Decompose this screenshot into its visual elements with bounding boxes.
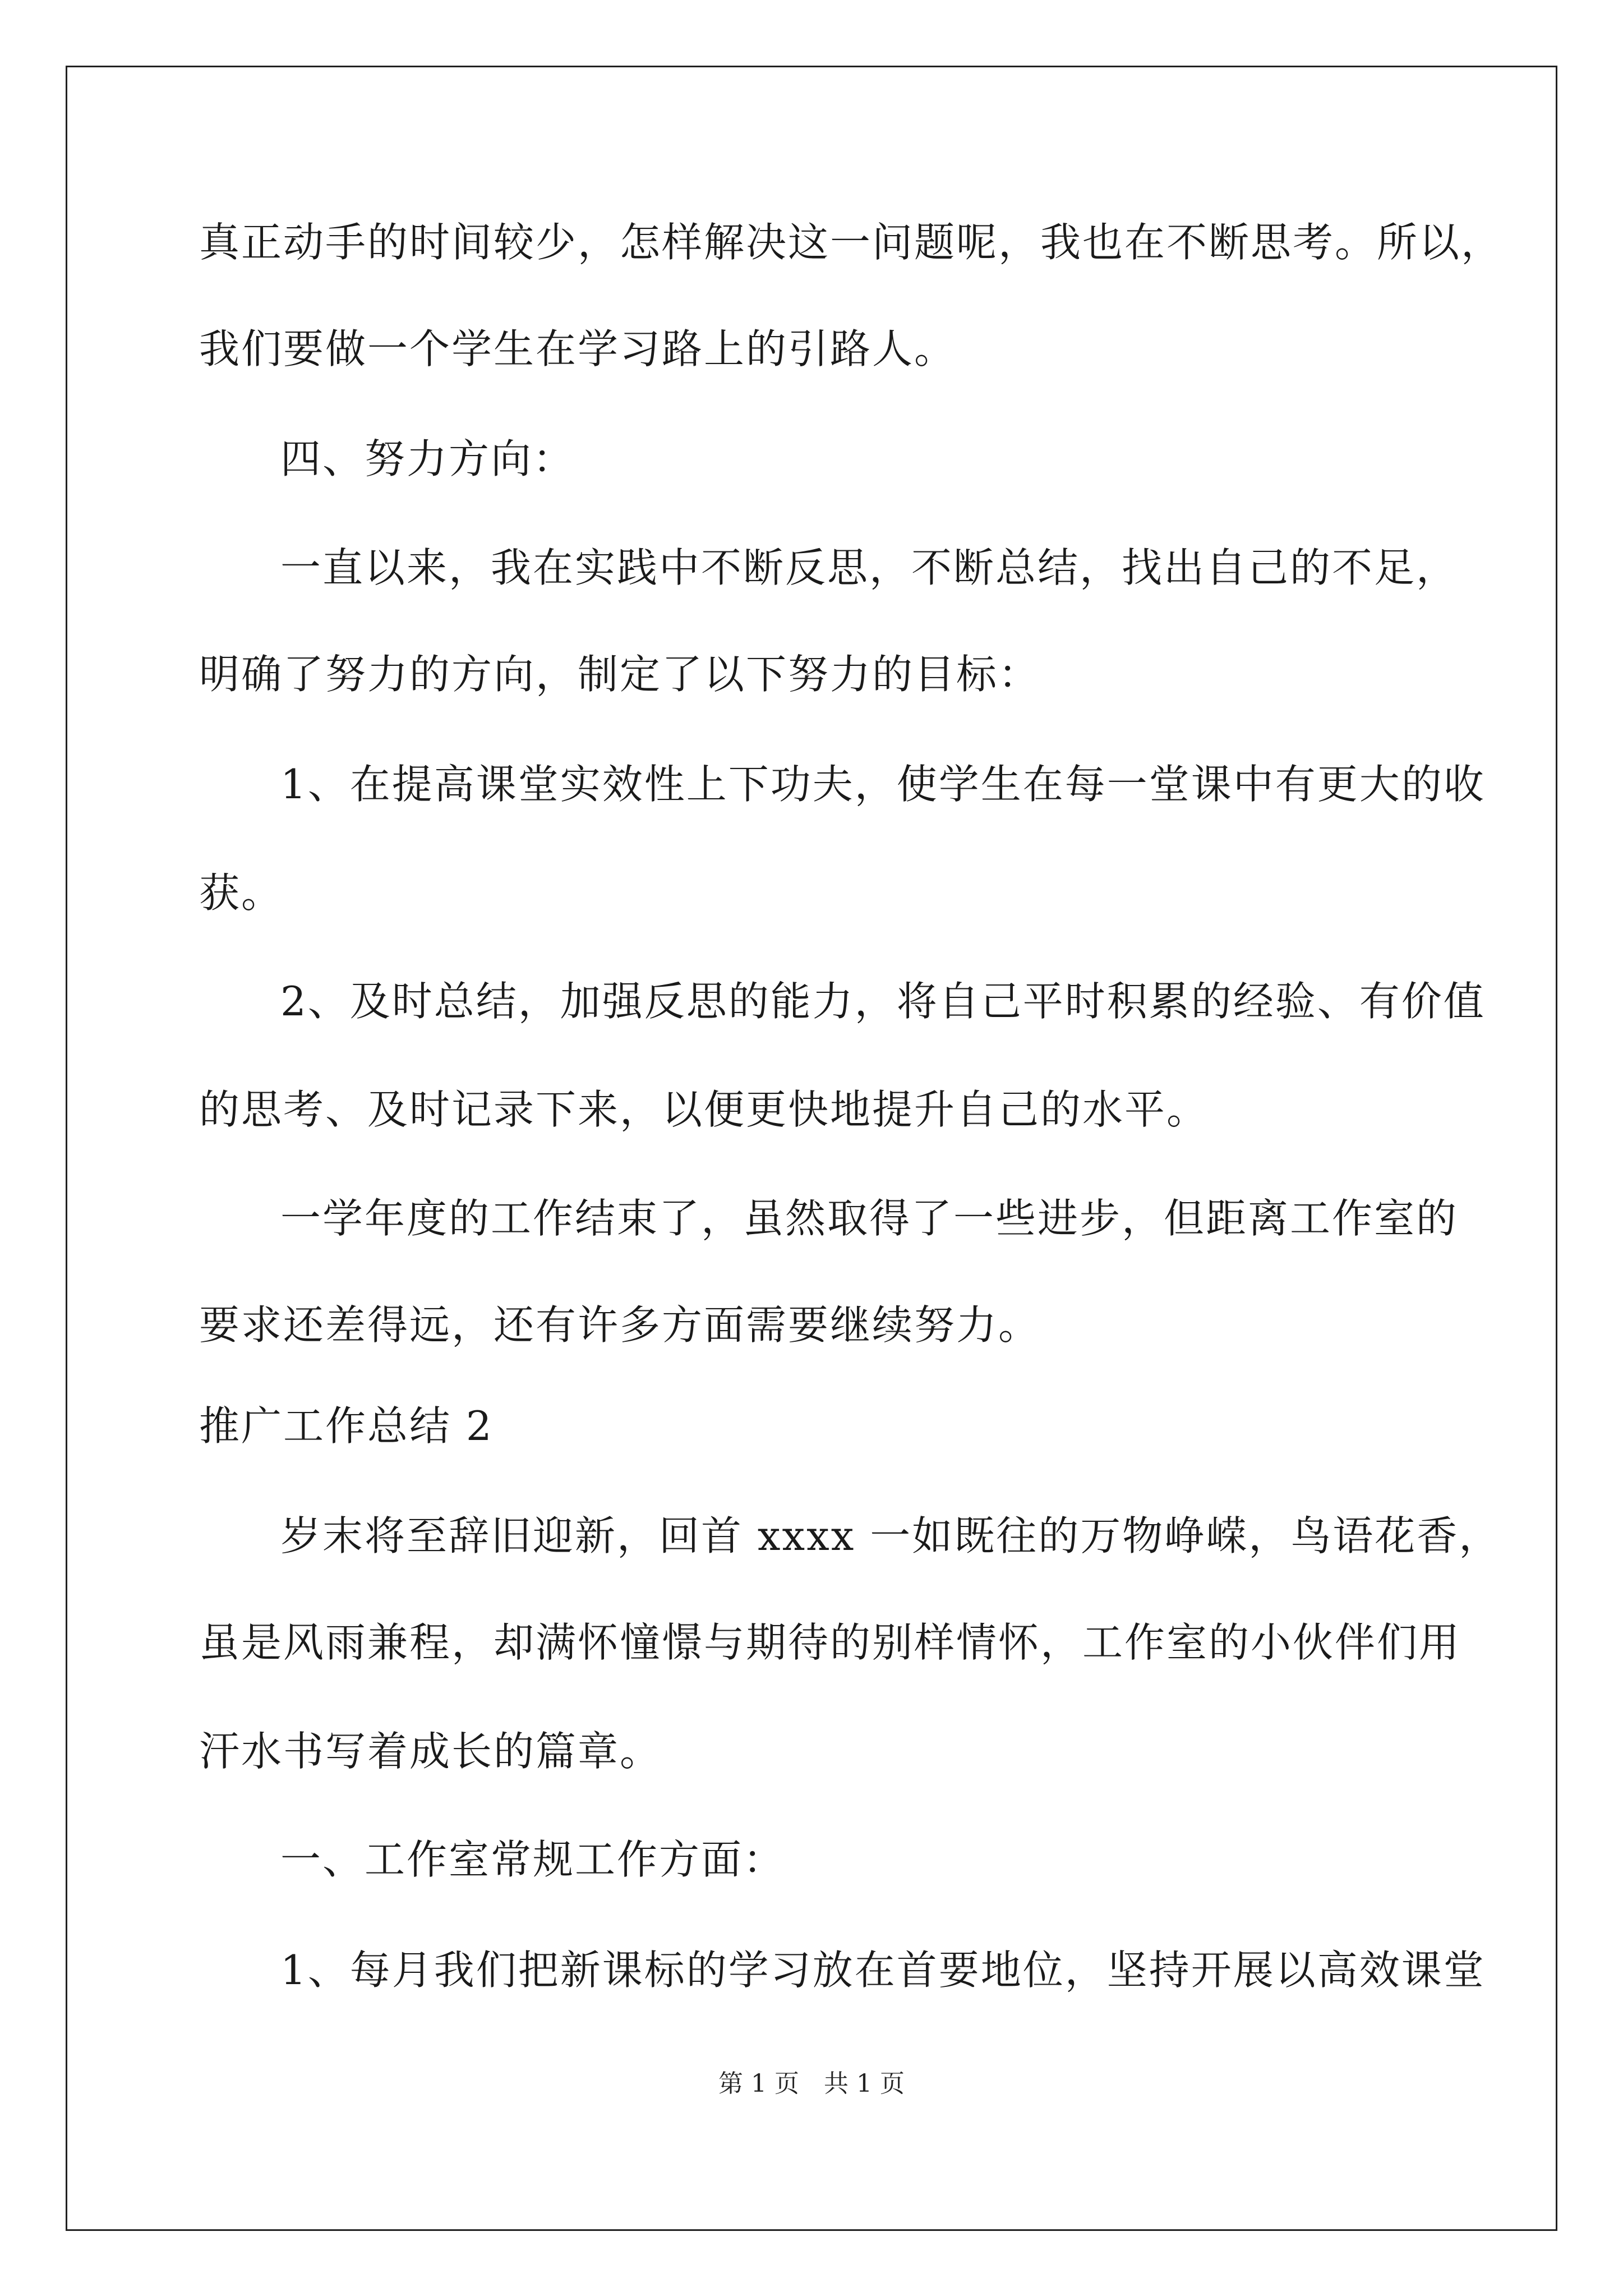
text-line: 一直以来，我在实践中不断反思，不断总结，找出自己的不足， [280,544,1459,591]
page-border [66,66,1557,2231]
text-line: 的思考、及时记录下来，以便更快地提升自己的水平。 [199,1086,1209,1133]
text-line: 虽是风雨兼程，却满怀憧憬与期待的别样情怀，工作室的小伙伴们用 [199,1619,1461,1666]
document-title: 推广工作总结 2 [199,1402,494,1450]
text-line: 2、及时总结，加强反思的能力，将自己平时积累的经验、有价值 [280,978,1486,1025]
text-line: 一学年度的工作结束了，虽然取得了一些进步，但距离工作室的 [280,1195,1459,1242]
section-heading: 一、工作室常规工作方面： [280,1836,786,1883]
text-line: 汗水书写着成长的篇章。 [199,1728,662,1775]
text-line: 要求还差得远，还有许多方面需要继续努力。 [199,1301,1041,1349]
text-line: 1、在提高课堂实效性上下功夫，使学生在每一堂课中有更大的收 [280,761,1486,808]
text-line: 岁末将至辞旧迎新，回首 xxxx 一如既往的万物峥嵘，鸟语花香， [280,1512,1501,1559]
text-line: 真正动手的时间较少，怎样解决这一问题呢，我也在不断思考。所以， [199,219,1504,266]
text-line: 1、每月我们把新课标的学习放在首要地位，坚持开展以高效课堂 [280,1947,1486,1994]
text-line: 明确了努力的方向，制定了以下努力的目标： [199,651,1041,698]
text-line: 获。 [199,869,284,917]
text-line: 我们要做一个学生在学习路上的引路人。 [199,325,957,372]
section-heading: 四、努力方向： [280,435,575,482]
page-number: 第 1 页 共 1 页 [718,2069,905,2098]
